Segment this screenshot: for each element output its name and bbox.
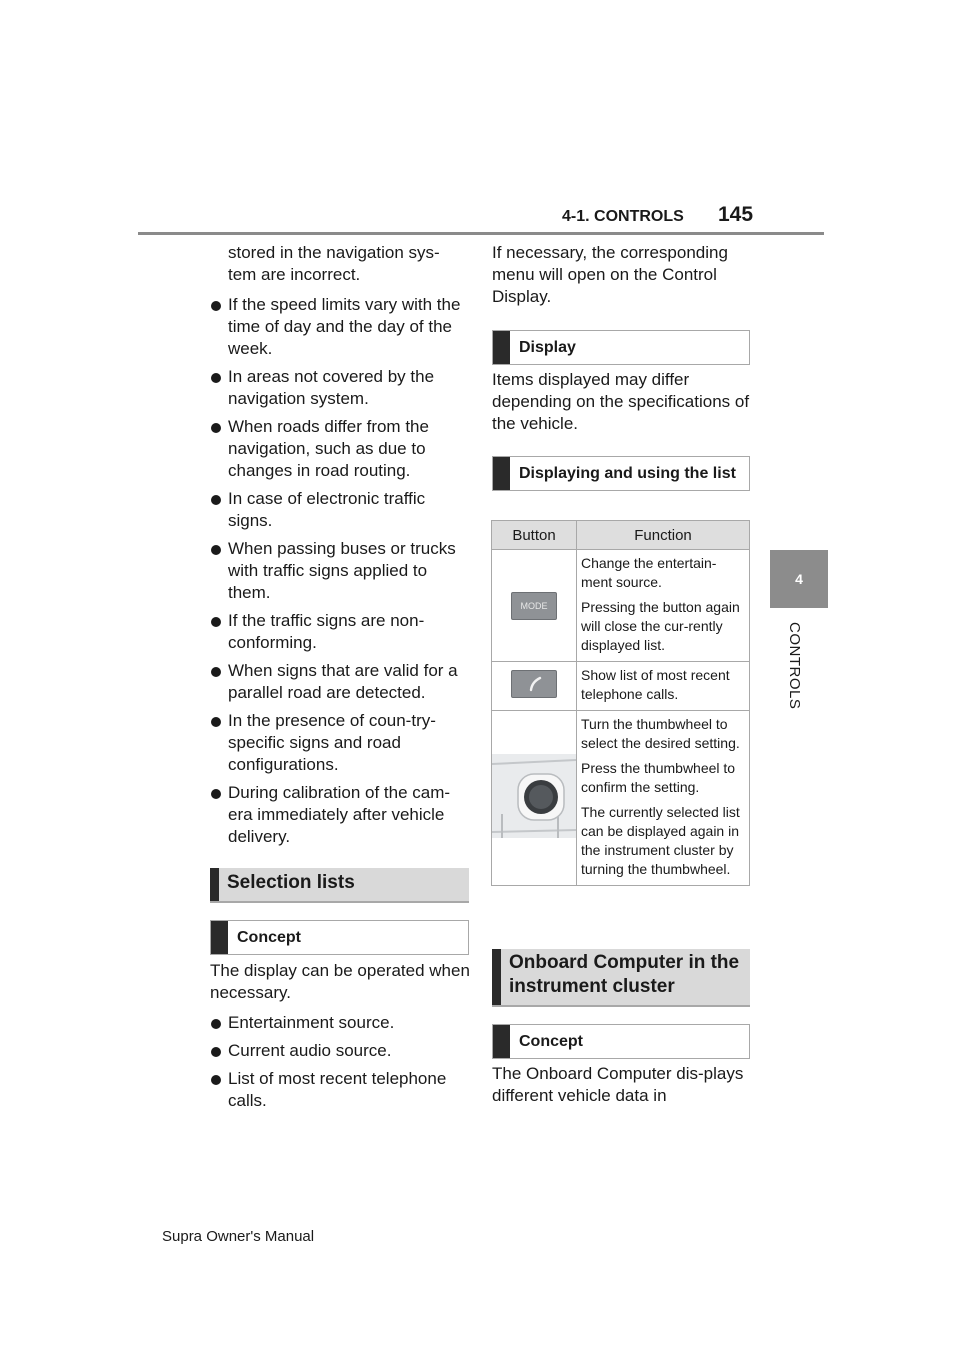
table-row xyxy=(492,711,750,886)
list-item: Entertainment source. xyxy=(210,1012,472,1034)
left-column xyxy=(210,242,472,854)
list-item: In areas not covered by the navigation system. xyxy=(210,366,472,410)
list-item: List of most recent telephone calls. xyxy=(210,1068,472,1112)
function-text: Show list of most recent telephone calls. xyxy=(581,667,730,702)
manual-title: Supra Owner's Manual xyxy=(162,1228,315,1245)
bullet-list-lists xyxy=(210,1012,472,1112)
subheading-list xyxy=(492,456,750,491)
table-cell-function xyxy=(577,550,750,662)
heading-onboard-computer xyxy=(492,949,750,1007)
concept-section xyxy=(210,960,472,1118)
table-row xyxy=(492,662,750,711)
subheading-bar xyxy=(493,1025,510,1058)
concept-text: The display can be operated when necessary. xyxy=(210,961,470,1002)
chapter-side-label: CONTROLS xyxy=(786,622,803,710)
list-item: In the presence of coun-try-specific signs and road configurations. xyxy=(210,710,472,776)
list-item: When roads differ from the navigation, such as due to changes in road routing. xyxy=(210,416,472,482)
table-cell-function xyxy=(577,711,750,886)
list-item: When signs that are valid for a parallel road are detected. xyxy=(210,660,472,704)
display-text: Items displayed may differ depending on the specifications of the vehicle. xyxy=(492,370,750,433)
intro-text: If necessary, the corresponding menu will open on the Control Display. xyxy=(492,243,728,306)
table-header-button: Button xyxy=(492,521,577,550)
list-item: Current audio source. xyxy=(210,1040,472,1062)
list-item: If the speed limits vary with the time of day and the day of the week. xyxy=(210,294,472,360)
subheading-text: Displaying and using the list xyxy=(519,465,736,482)
function-text: Change the entertain-ment source. xyxy=(581,555,717,590)
list-item: When passing buses or trucks with traffic signs applied to them. xyxy=(210,538,472,604)
table-cell-button xyxy=(492,711,577,886)
table-row xyxy=(492,550,750,662)
list-item: If the traffic signs are non-conforming. xyxy=(210,610,472,654)
phone-button-icon xyxy=(511,670,557,698)
function-text: Turn the thumbwheel to select the desired setting. xyxy=(581,716,740,751)
table-header-function: Function xyxy=(577,521,750,550)
onboard-text: The Onboard Computer dis-plays different vehicle data in xyxy=(492,1064,744,1105)
continued-text: stored in the navigation sys- tem are incorrect. xyxy=(228,243,440,284)
heading-bar xyxy=(492,949,501,1005)
thumbwheel-icon xyxy=(492,754,576,838)
header-rule xyxy=(138,232,824,235)
heading-selection-lists xyxy=(210,868,469,903)
table-cell-button xyxy=(492,662,577,711)
function-text: The currently selected list can be displayed again in the instrument cluster by turning the thumbwheel. xyxy=(581,804,740,877)
subheading-text: Display xyxy=(519,339,576,356)
list-item: During calibration of the cam-era immediately after vehicle delivery. xyxy=(210,782,472,848)
heading-text: Selection lists xyxy=(227,872,355,893)
section-title: 4-1. CONTROLS xyxy=(562,208,684,225)
subheading-concept xyxy=(210,920,469,955)
function-text: Press the thumbwheel to confirm the setting. xyxy=(581,760,736,795)
subheading-bar xyxy=(211,921,228,954)
heading-text: Onboard Computer in the instrument cluster xyxy=(509,952,740,997)
table-cell-button xyxy=(492,550,577,662)
chapter-tab: 4 xyxy=(770,550,828,608)
mode-button-icon: MODE xyxy=(511,592,557,620)
subheading-text: Concept xyxy=(519,1033,583,1050)
table-header-row xyxy=(492,521,750,550)
subheading-bar xyxy=(493,457,510,490)
button-function-table xyxy=(491,520,750,886)
subheading-text: Concept xyxy=(237,929,301,946)
page-number: 145 xyxy=(718,203,754,226)
heading-bar xyxy=(210,868,219,901)
bullet-list-conditions xyxy=(210,294,472,848)
subheading-concept-2 xyxy=(492,1024,750,1059)
list-item: In case of electronic traffic signs. xyxy=(210,488,472,532)
subheading-display xyxy=(492,330,750,365)
table-cell-function xyxy=(577,662,750,711)
subheading-bar xyxy=(493,331,510,364)
function-text: Pressing the button again will close the cur-rently displayed list. xyxy=(581,599,740,653)
